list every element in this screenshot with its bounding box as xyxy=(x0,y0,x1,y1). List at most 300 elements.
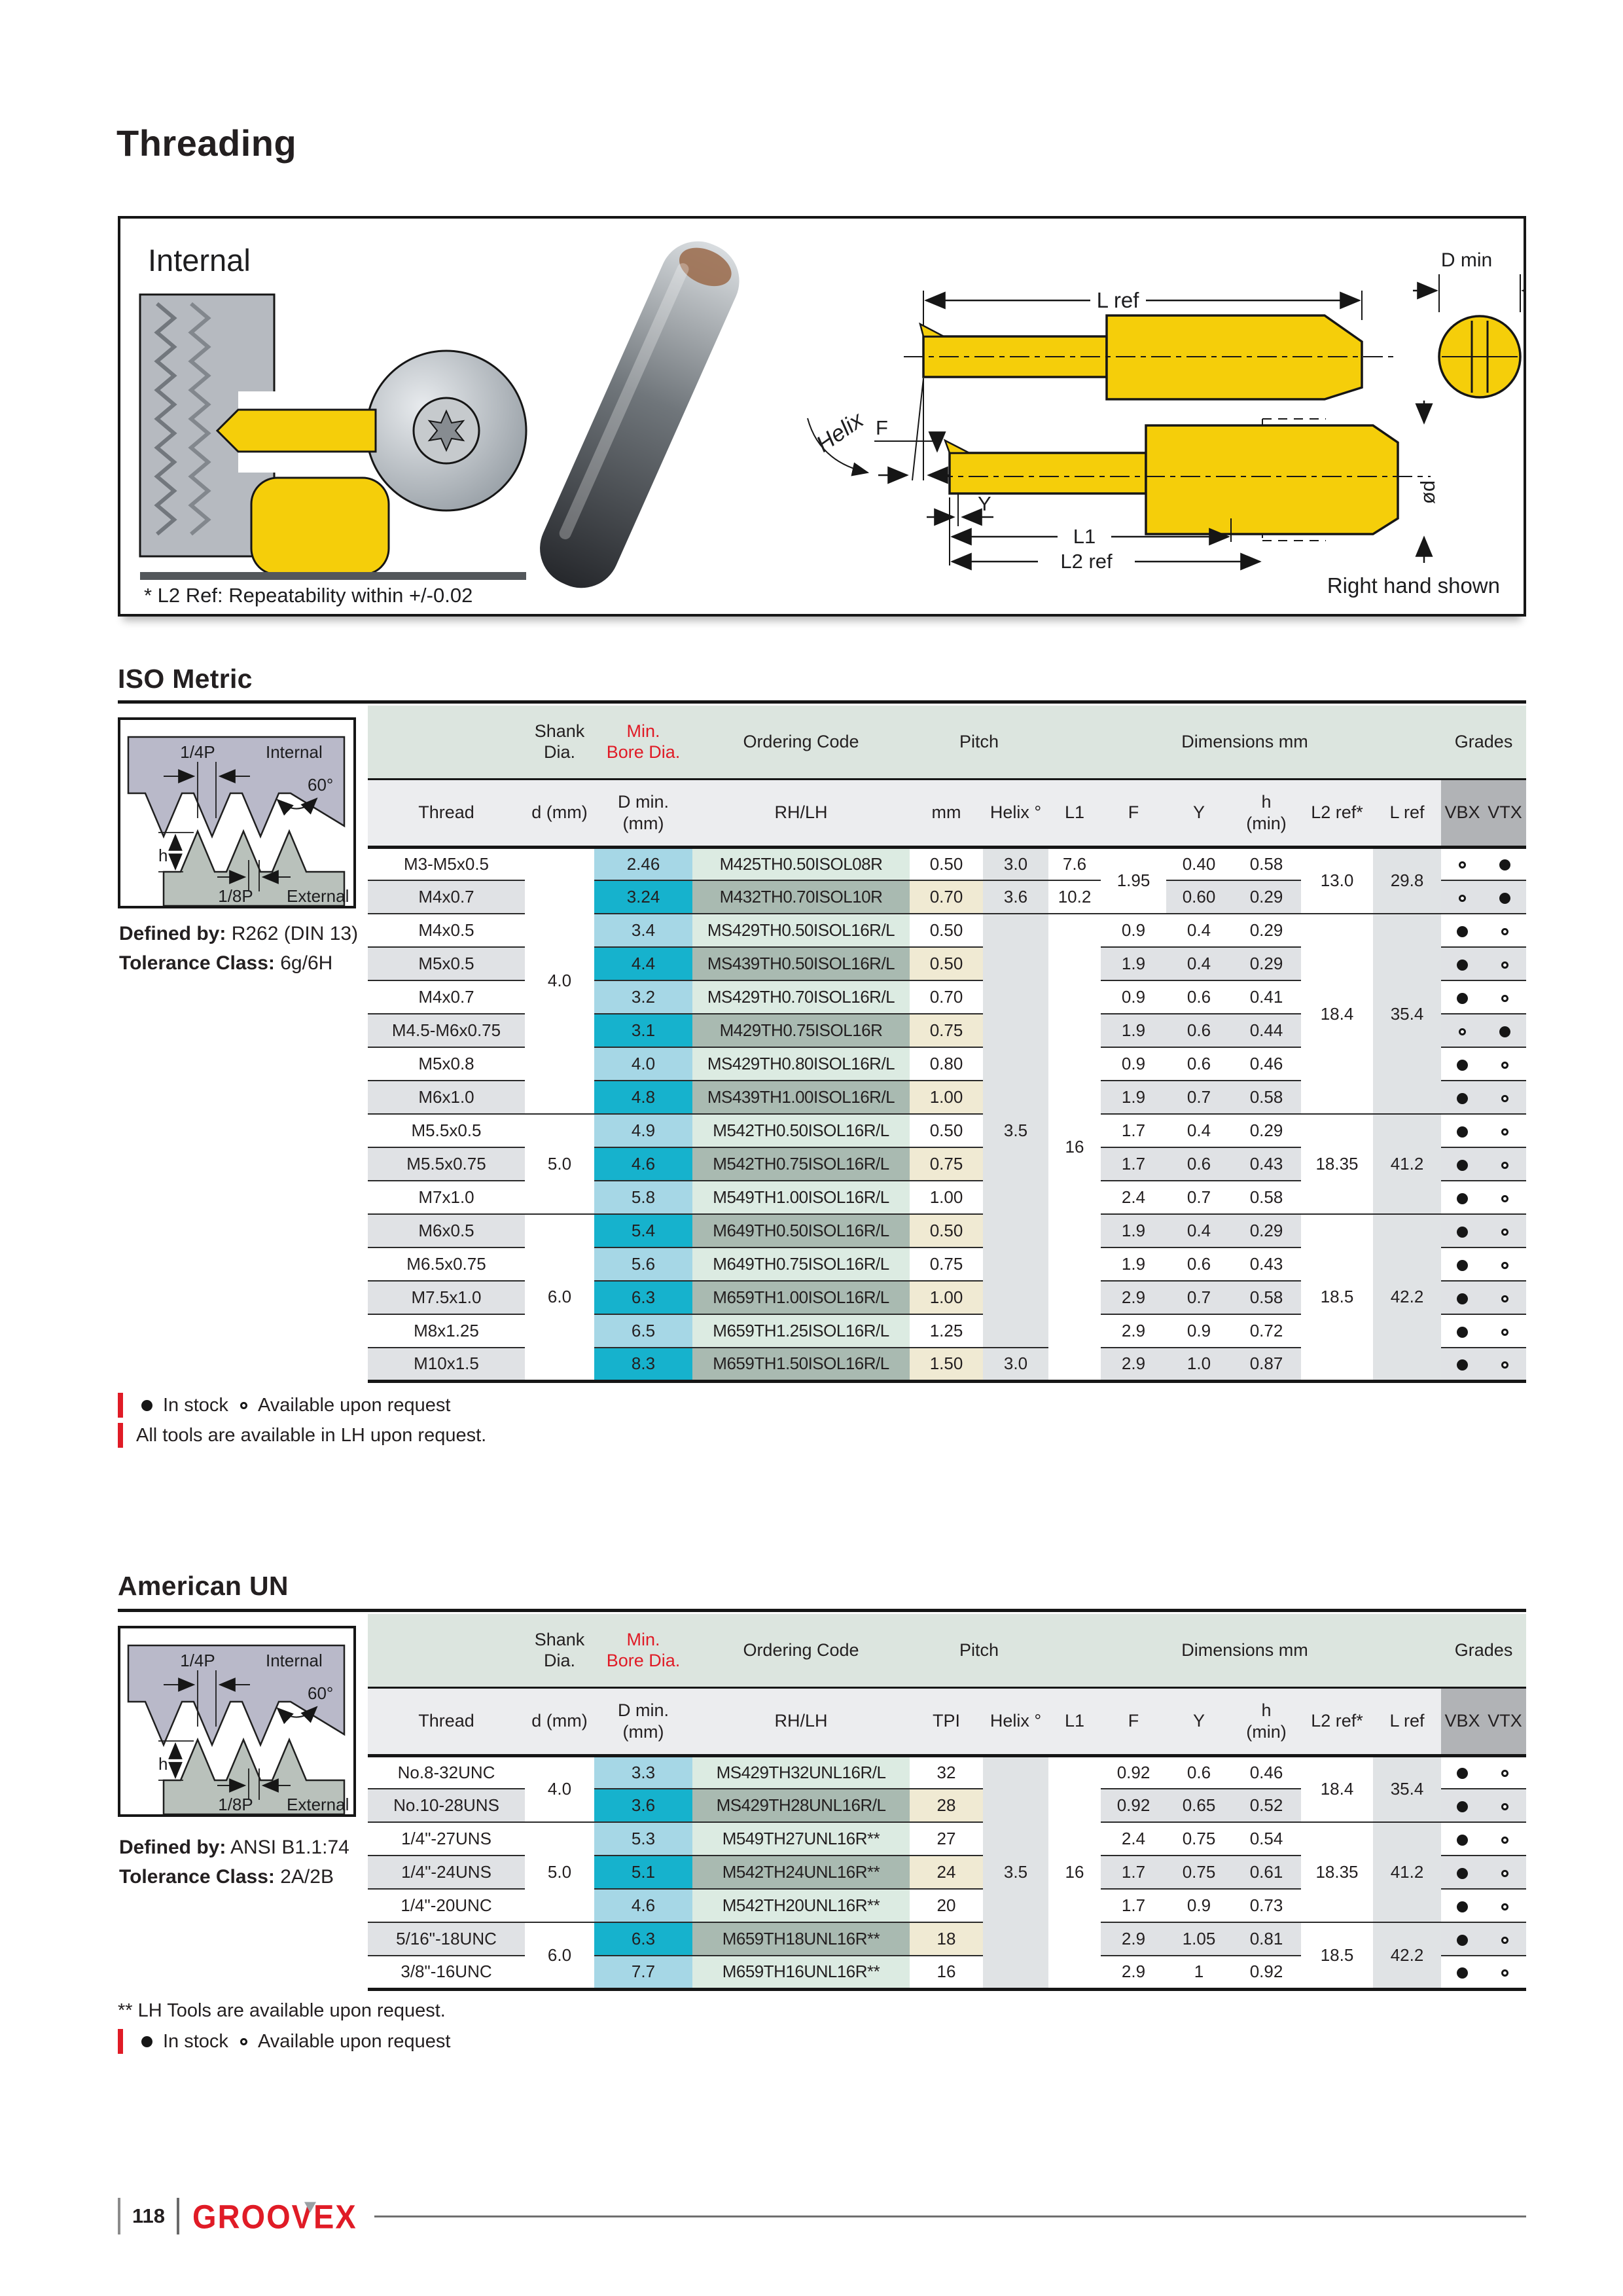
cell-l2_ref: 18.4 xyxy=(1301,914,1373,1114)
cell-l1: 16 xyxy=(1048,1755,1101,1989)
footer-rule xyxy=(374,2215,1526,2217)
col-lref: L ref xyxy=(1373,779,1441,847)
cell-thread: M5.5x0.75 xyxy=(368,1147,525,1181)
group-ordering-code: Ordering Code xyxy=(692,706,910,779)
section-rule xyxy=(118,700,1526,704)
cell-vtx xyxy=(1484,1755,1526,1789)
group-lead xyxy=(368,706,525,779)
cell-d_min: 6.3 xyxy=(594,1922,692,1956)
cell-pitch: 0.75 xyxy=(910,1247,983,1281)
cell-h_min: 0.81 xyxy=(1232,1922,1301,1956)
cell-vbx xyxy=(1441,1789,1484,1822)
cell-l_ref: 35.4 xyxy=(1373,1755,1441,1822)
cell-y: 0.6 xyxy=(1166,1047,1232,1081)
cell-y: 0.7 xyxy=(1166,1081,1232,1114)
on-request-dot xyxy=(1501,1870,1508,1877)
cell-thread: M5.5x0.5 xyxy=(368,1114,525,1147)
cell-y: 0.40 xyxy=(1166,847,1232,880)
col-pitch-unit: TPI xyxy=(910,1687,983,1755)
cell-vbx xyxy=(1441,1181,1484,1214)
cell-y: 0.4 xyxy=(1166,947,1232,980)
angle-label: 60° xyxy=(308,1683,334,1703)
cell-pitch: 16 xyxy=(910,1956,983,1989)
cell-d_min: 4.9 xyxy=(594,1114,692,1147)
lh-note-text: All tools are available in LH upon request. xyxy=(136,1424,487,1446)
section-rule xyxy=(118,1609,1526,1612)
l-ref-label: L ref xyxy=(1096,288,1139,312)
d-min-label: D min xyxy=(1440,249,1493,271)
cell-vtx xyxy=(1484,980,1526,1014)
cell-thread: M7.5x1.0 xyxy=(368,1281,525,1314)
cell-thread: M4x0.7 xyxy=(368,980,525,1014)
cell-ordering_code: M659TH18UNL16R** xyxy=(692,1922,910,1956)
cell-h_min: 0.29 xyxy=(1232,880,1301,914)
cell-h_min: 0.29 xyxy=(1232,947,1301,980)
external-label: External xyxy=(287,886,349,906)
col-vtx: VTX xyxy=(1484,779,1526,847)
cell-d: 5.0 xyxy=(525,1114,594,1214)
cell-y: 0.6 xyxy=(1166,980,1232,1014)
l1-label: L1 xyxy=(1073,525,1096,548)
footer-divider xyxy=(118,2198,120,2234)
on-request-dot xyxy=(1501,1329,1508,1336)
cell-helix: 3.6 xyxy=(983,880,1048,914)
cell-d_min: 5.6 xyxy=(594,1247,692,1281)
page-number: 118 xyxy=(132,2204,166,2227)
cell-pitch: 0.70 xyxy=(910,880,983,914)
cell-l2_ref: 18.5 xyxy=(1301,1214,1373,1381)
cell-d_min: 5.1 xyxy=(594,1856,692,1889)
threading-insert xyxy=(217,410,376,452)
cell-pitch: 27 xyxy=(910,1822,983,1856)
in-stock-dot xyxy=(1457,1868,1468,1879)
on-request-dot xyxy=(1501,1361,1508,1369)
cell-vtx xyxy=(1484,947,1526,980)
eighth-pitch-label: 1/8P xyxy=(218,1795,253,1814)
in-stock-dot xyxy=(1457,993,1468,1004)
table-row xyxy=(368,1214,1526,1247)
cell-l2_ref: 18.35 xyxy=(1301,1114,1373,1214)
col-dmin: D min. (mm) xyxy=(594,779,692,847)
cell-vbx xyxy=(1441,1889,1484,1922)
cell-f: 1.9 xyxy=(1101,1081,1166,1114)
cell-h_min: 0.58 xyxy=(1232,847,1301,880)
cell-y: 0.9 xyxy=(1166,1889,1232,1922)
l2-repeatability-footnote: * L2 Ref: Repeatability within +/-0.02 xyxy=(144,584,473,607)
cell-ordering_code: M425TH0.50ISOL08R xyxy=(692,847,910,880)
cell-ordering_code: MS439TH0.50ISOL16R/L xyxy=(692,947,910,980)
cell-d_min: 3.1 xyxy=(594,1014,692,1047)
cell-vtx xyxy=(1484,1314,1526,1348)
cell-h_min: 0.54 xyxy=(1232,1822,1301,1856)
cell-thread: M8x1.25 xyxy=(368,1314,525,1348)
cell-f: 2.9 xyxy=(1101,1281,1166,1314)
cell-f: 1.9 xyxy=(1101,1247,1166,1281)
internal-label: Internal xyxy=(266,742,323,762)
group-shank-dia: Shank Dia. xyxy=(525,1614,594,1687)
cell-thread: 5/16"-18UNC xyxy=(368,1922,525,1956)
cell-vtx xyxy=(1484,1181,1526,1214)
col-rhlh: RH/LH xyxy=(692,779,910,847)
cell-y: 1 xyxy=(1166,1956,1232,1989)
cell-ordering_code: MS429TH0.70ISOL16R/L xyxy=(692,980,910,1014)
on-request-dot xyxy=(1501,1062,1508,1069)
in-stock-dot xyxy=(1499,859,1510,870)
cell-ordering_code: MS429TH32UNL16R/L xyxy=(692,1755,910,1789)
quarter-pitch-label: 1/4P xyxy=(180,1651,215,1670)
defined-by-label: Defined by: xyxy=(119,923,226,944)
table-row xyxy=(368,1822,1526,1856)
cell-thread: M4x0.5 xyxy=(368,914,525,947)
external-label: External xyxy=(287,1795,349,1814)
cell-vbx xyxy=(1441,1755,1484,1789)
cell-d_min: 6.5 xyxy=(594,1314,692,1348)
cell-d_min: 5.8 xyxy=(594,1181,692,1214)
cell-pitch: 0.75 xyxy=(910,1147,983,1181)
cell-ordering_code: MS439TH1.00ISOL16R/L xyxy=(692,1081,910,1114)
cell-vbx xyxy=(1441,1922,1484,1956)
cell-thread: No.8-32UNC xyxy=(368,1755,525,1789)
cell-thread: M6x1.0 xyxy=(368,1081,525,1114)
col-l1: L1 xyxy=(1048,1687,1101,1755)
cell-d_min: 3.6 xyxy=(594,1789,692,1822)
cell-ordering_code: M542TH0.50ISOL16R/L xyxy=(692,1114,910,1147)
cell-vtx xyxy=(1484,1114,1526,1147)
col-l2ref: L2 ref* xyxy=(1301,779,1373,847)
on-request-dot xyxy=(1501,1195,1508,1202)
cell-vbx xyxy=(1441,1348,1484,1381)
cell-l2_ref: 13.0 xyxy=(1301,847,1373,914)
col-pitch-unit: mm xyxy=(910,779,983,847)
cell-vbx xyxy=(1441,1856,1484,1889)
cell-pitch: 1.00 xyxy=(910,1181,983,1214)
group-lead xyxy=(368,1614,525,1687)
cell-f: 0.92 xyxy=(1101,1789,1166,1822)
cell-pitch: 32 xyxy=(910,1755,983,1789)
cell-y: 0.6 xyxy=(1166,1014,1232,1047)
cell-thread: M6x0.5 xyxy=(368,1214,525,1247)
table-row xyxy=(368,1755,1526,1789)
table-column-header-row xyxy=(368,779,1526,847)
cell-d: 4.0 xyxy=(525,847,594,1114)
cell-vbx xyxy=(1441,1081,1484,1114)
insert-holder xyxy=(251,478,389,575)
on-request-dot xyxy=(240,1402,247,1409)
cell-f: 1.7 xyxy=(1101,1889,1166,1922)
cell-vtx xyxy=(1484,880,1526,914)
cell-vbx xyxy=(1441,1114,1484,1147)
on-request-dot xyxy=(1501,1095,1508,1102)
col-vbx: VBX xyxy=(1441,779,1484,847)
cell-vbx xyxy=(1441,1314,1484,1348)
cell-helix: 3.0 xyxy=(983,1348,1048,1381)
cell-vtx xyxy=(1484,1789,1526,1822)
cutting-tooth xyxy=(920,324,944,336)
col-h: h (min) xyxy=(1232,1687,1301,1755)
cell-f: 2.9 xyxy=(1101,1314,1166,1348)
cell-ordering_code: M659TH16UNL16R** xyxy=(692,1956,910,1989)
cell-d_min: 6.3 xyxy=(594,1281,692,1314)
in-stock-dot xyxy=(141,2036,152,2047)
cell-h_min: 0.41 xyxy=(1232,980,1301,1014)
cell-d_min: 4.6 xyxy=(594,1889,692,1922)
cell-f: 1.7 xyxy=(1101,1147,1166,1181)
cell-h_min: 0.58 xyxy=(1232,1281,1301,1314)
cell-y: 0.4 xyxy=(1166,914,1232,947)
groovex-logo: GROOVEX xyxy=(192,2197,357,2235)
cell-ordering_code: M649TH0.50ISOL16R/L xyxy=(692,1214,910,1247)
un-thread-profile-diagram xyxy=(118,1626,356,1817)
group-pitch: Pitch xyxy=(910,1614,1048,1687)
cell-h_min: 0.92 xyxy=(1232,1956,1301,1989)
col-helix: Helix ° xyxy=(983,779,1048,847)
cell-y: 1.05 xyxy=(1166,1922,1232,1956)
col-vtx: VTX xyxy=(1484,1687,1526,1755)
cell-ordering_code: M542TH20UNL16R** xyxy=(692,1889,910,1922)
un-standard-info xyxy=(119,1833,361,1892)
col-l1: L1 xyxy=(1048,779,1101,847)
col-f: F xyxy=(1101,779,1166,847)
table-group-header-row xyxy=(368,706,1526,779)
in-stock-label: In stock xyxy=(163,2030,228,2052)
col-d: d (mm) xyxy=(525,1687,594,1755)
col-thread: Thread xyxy=(368,779,525,847)
group-min-bore-dia: Min. Bore Dia. xyxy=(594,706,692,779)
table-row xyxy=(368,1114,1526,1147)
in-stock-label: In stock xyxy=(163,1394,228,1416)
cell-f: 2.9 xyxy=(1101,1956,1166,1989)
cell-thread: 1/4"-27UNS xyxy=(368,1822,525,1856)
cell-pitch: 24 xyxy=(910,1856,983,1889)
in-stock-dot xyxy=(1457,960,1468,971)
cell-f: 0.9 xyxy=(1101,980,1166,1014)
cell-f: 2.4 xyxy=(1101,1822,1166,1856)
cell-f: 1.9 xyxy=(1101,1014,1166,1047)
cell-ordering_code: M659TH1.25ISOL16R/L xyxy=(692,1314,910,1348)
cell-h_min: 0.73 xyxy=(1232,1889,1301,1922)
iso-stock-legend xyxy=(118,1393,450,1418)
col-l2ref: L2 ref* xyxy=(1301,1687,1373,1755)
col-helix: Helix ° xyxy=(983,1687,1048,1755)
in-stock-dot xyxy=(1457,1327,1468,1338)
in-stock-dot xyxy=(1457,1768,1468,1779)
cell-pitch: 0.50 xyxy=(910,847,983,880)
cell-vbx xyxy=(1441,880,1484,914)
cell-vtx xyxy=(1484,1922,1526,1956)
cell-pitch: 18 xyxy=(910,1922,983,1956)
cell-thread: M4.5-M6x0.75 xyxy=(368,1014,525,1047)
cell-vtx xyxy=(1484,1214,1526,1247)
cell-pitch: 1.00 xyxy=(910,1081,983,1114)
cell-f: 2.4 xyxy=(1101,1181,1166,1214)
on-request-dot xyxy=(1501,1162,1508,1169)
col-rhlh: RH/LH xyxy=(692,1687,910,1755)
cell-l_ref: 35.4 xyxy=(1373,914,1441,1114)
cell-vtx xyxy=(1484,1822,1526,1856)
cell-d_min: 7.7 xyxy=(594,1956,692,1989)
available-label: Available upon request xyxy=(257,2030,451,2052)
nut-cross-section-drawing xyxy=(140,295,526,580)
cell-h_min: 0.61 xyxy=(1232,1856,1301,1889)
cell-thread: M5x0.8 xyxy=(368,1047,525,1081)
cell-vbx xyxy=(1441,914,1484,947)
cell-h_min: 0.29 xyxy=(1232,1114,1301,1147)
cell-l2_ref: 18.35 xyxy=(1301,1822,1373,1922)
cell-ordering_code: M649TH0.75ISOL16R/L xyxy=(692,1247,910,1281)
cell-h_min: 0.44 xyxy=(1232,1014,1301,1047)
internal-label: Internal xyxy=(266,1651,323,1670)
angle-label: 60° xyxy=(308,775,334,795)
cell-l_ref: 41.2 xyxy=(1373,1114,1441,1214)
in-stock-dot xyxy=(1457,1293,1468,1304)
helix-label: Helix xyxy=(812,406,868,457)
cell-d_min: 4.8 xyxy=(594,1081,692,1114)
col-y: Y xyxy=(1166,1687,1232,1755)
in-stock-dot xyxy=(1457,1935,1468,1946)
col-y: Y xyxy=(1166,779,1232,847)
on-request-dot xyxy=(240,2038,247,2045)
un-lh-note xyxy=(118,2000,446,2022)
cell-l2_ref: 18.5 xyxy=(1301,1922,1373,1989)
american-un-table xyxy=(368,1614,1526,1991)
cell-thread: 1/4"-20UNC xyxy=(368,1889,525,1922)
cell-y: 0.7 xyxy=(1166,1181,1232,1214)
cell-thread: M7x1.0 xyxy=(368,1181,525,1214)
cell-h_min: 0.43 xyxy=(1232,1147,1301,1181)
cell-ordering_code: M542TH0.75ISOL16R/L xyxy=(692,1147,910,1181)
cell-y: 0.65 xyxy=(1166,1789,1232,1822)
shadow-strip xyxy=(140,572,526,580)
cell-y: 1.0 xyxy=(1166,1348,1232,1381)
on-request-dot xyxy=(1501,1295,1508,1302)
group-pitch: Pitch xyxy=(910,706,1048,779)
cell-ordering_code: M659TH1.00ISOL16R/L xyxy=(692,1281,910,1314)
tooth-height-label: h xyxy=(158,1754,168,1774)
cell-y: 0.4 xyxy=(1166,1114,1232,1147)
in-stock-dot xyxy=(1457,1193,1468,1204)
cell-y: 0.4 xyxy=(1166,1214,1232,1247)
cell-y: 0.6 xyxy=(1166,1147,1232,1181)
cell-vbx xyxy=(1441,947,1484,980)
cell-ordering_code: MS429TH28UNL16R/L xyxy=(692,1789,910,1822)
cell-vtx xyxy=(1484,1889,1526,1922)
cell-d_min: 8.3 xyxy=(594,1348,692,1381)
cell-h_min: 0.58 xyxy=(1232,1081,1301,1114)
cell-vbx xyxy=(1441,1214,1484,1247)
cell-d_min: 5.3 xyxy=(594,1822,692,1856)
cell-thread: M5x0.5 xyxy=(368,947,525,980)
cell-y: 0.75 xyxy=(1166,1822,1232,1856)
group-grades: Grades xyxy=(1441,1614,1526,1687)
un-stock-legend xyxy=(118,2029,450,2054)
cell-pitch: 28 xyxy=(910,1789,983,1822)
on-request-dot xyxy=(1501,1837,1508,1844)
col-vbx: VBX xyxy=(1441,1687,1484,1755)
tooth-height-label: h xyxy=(158,846,168,865)
right-hand-note: Right hand shown xyxy=(1327,573,1500,598)
cell-vtx xyxy=(1484,914,1526,947)
col-thread: Thread xyxy=(368,1687,525,1755)
cell-h_min: 0.87 xyxy=(1232,1348,1301,1381)
cell-thread: M4x0.7 xyxy=(368,880,525,914)
group-min-bore-dia: Min. Bore Dia. xyxy=(594,1614,692,1687)
tolerance-value: 6g/6H xyxy=(280,952,333,974)
y-label: Y xyxy=(978,492,991,515)
in-stock-dot xyxy=(1457,1060,1468,1071)
table-row xyxy=(368,1922,1526,1956)
cell-h_min: 0.29 xyxy=(1232,1214,1301,1247)
cell-pitch: 1.25 xyxy=(910,1314,983,1348)
in-stock-dot xyxy=(1457,1359,1468,1371)
cell-h_min: 0.72 xyxy=(1232,1314,1301,1348)
on-request-dot xyxy=(1501,1128,1508,1136)
od-label: ød xyxy=(1416,480,1439,505)
cell-y: 0.7 xyxy=(1166,1281,1232,1314)
col-f: F xyxy=(1101,1687,1166,1755)
table-row xyxy=(368,847,1526,880)
cell-vbx xyxy=(1441,1822,1484,1856)
cell-helix: 3.5 xyxy=(983,914,1048,1348)
cell-ordering_code: MS429TH0.80ISOL16R/L xyxy=(692,1047,910,1081)
in-stock-dot xyxy=(1499,893,1510,904)
f-label: F xyxy=(876,416,888,439)
cell-y: 0.9 xyxy=(1166,1314,1232,1348)
on-request-dot xyxy=(1501,1903,1508,1910)
on-request-dot xyxy=(1459,861,1466,869)
cell-thread: M3-M5x0.5 xyxy=(368,847,525,880)
cell-helix: 3.0 xyxy=(983,847,1048,880)
on-request-dot xyxy=(1459,895,1466,902)
cell-d_min: 5.4 xyxy=(594,1214,692,1247)
cell-vbx xyxy=(1441,1956,1484,1989)
cell-vtx xyxy=(1484,1247,1526,1281)
available-label: Available upon request xyxy=(257,1394,451,1416)
cell-h_min: 0.29 xyxy=(1232,914,1301,947)
cell-y: 0.6 xyxy=(1166,1247,1232,1281)
in-stock-dot xyxy=(1457,1227,1468,1238)
tolerance-label: Tolerance Class: xyxy=(119,1866,275,1888)
un-section-title: American UN xyxy=(118,1571,289,1601)
cell-thread: No.10-28UNS xyxy=(368,1789,525,1822)
cell-vbx xyxy=(1441,1247,1484,1281)
cell-pitch: 0.50 xyxy=(910,1114,983,1147)
iso-thread-profile-diagram xyxy=(118,717,356,908)
cell-vtx xyxy=(1484,1081,1526,1114)
cell-helix: 3.5 xyxy=(983,1755,1048,1989)
iso-standard-info xyxy=(119,919,361,978)
in-stock-dot xyxy=(141,1400,152,1411)
group-ordering-code: Ordering Code xyxy=(692,1614,910,1687)
defined-by-label: Defined by: xyxy=(119,1837,226,1858)
on-request-dot xyxy=(1501,1262,1508,1269)
cell-y: 0.6 xyxy=(1166,1755,1232,1789)
cell-pitch: 0.50 xyxy=(910,947,983,980)
cell-h_min: 0.58 xyxy=(1232,1181,1301,1214)
quarter-pitch-label: 1/4P xyxy=(180,742,215,762)
tool-side-view xyxy=(874,401,1439,573)
cell-ordering_code: MS429TH0.50ISOL16R/L xyxy=(692,914,910,947)
cell-y: 0.60 xyxy=(1166,880,1232,914)
group-grades: Grades xyxy=(1441,706,1526,779)
cell-d_min: 4.4 xyxy=(594,947,692,980)
iso-metric-table xyxy=(368,706,1526,1383)
cell-f: 1.7 xyxy=(1101,1856,1166,1889)
l2-ref-label: L2 ref xyxy=(1060,550,1113,573)
in-stock-dot xyxy=(1457,1260,1468,1271)
tolerance-value: 2A/2B xyxy=(280,1866,334,1888)
defined-by-value: R262 (DIN 13) xyxy=(231,923,359,944)
col-h: h (min) xyxy=(1232,779,1301,847)
